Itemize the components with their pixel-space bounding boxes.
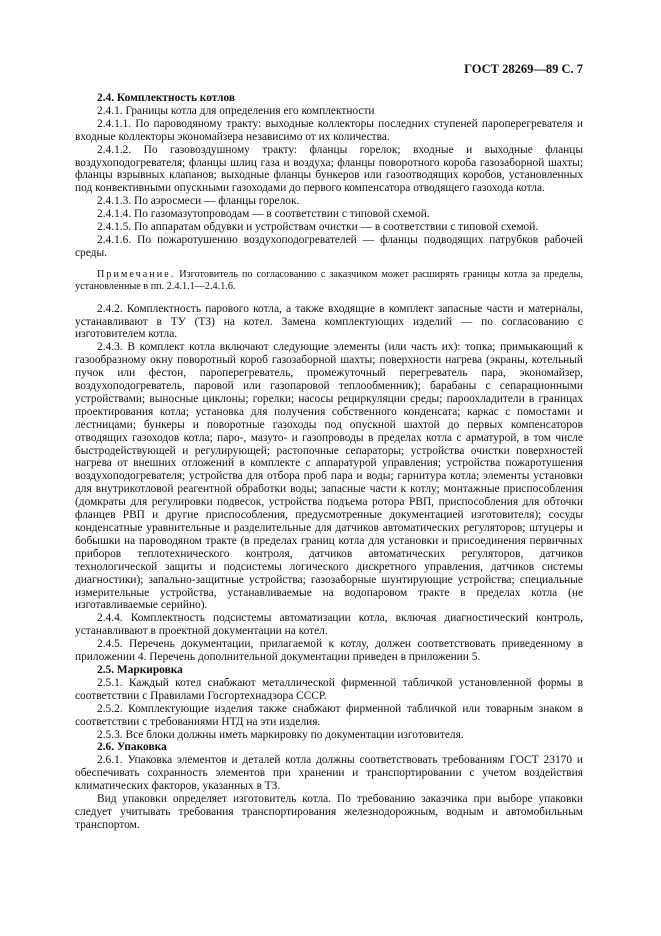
paragraph: 2.4.2. Комплектность парового котла, а также входящие в комплект запасные части и материалы, устанавливают в ТУ (ТЗ) на котел. Замена комплектующих изделий — по согласованию с изготовителем котла. — [75, 302, 583, 341]
paragraph: 2.4.1.6. По пожаротушению воздухоподогревателей — фланцы подводящих патрубков рабочей среды. — [75, 233, 583, 259]
paragraph: 2.4.1.4. По газомазутопроводам — в соответствии с типовой схемой. — [97, 208, 430, 221]
paragraph: 2.5.2. Комплектующие изделия также снабжают фирменной табличкой или товарным знаком в соответствии с требованиями НТД на эти изделия. — [75, 702, 583, 728]
paragraph: 2.4.1. Границы котла для определения его комплектности — [97, 104, 375, 117]
paragraph: 2.5.1. Каждый котел снабжают металлической фирменной табличкой установленной формы в соответствии с Правилами Госгортехнадзора СССР. — [75, 676, 583, 702]
paragraph: 2.4.1.3. По аэросмеси — фланцы горелок. — [97, 195, 300, 208]
page-header: ГОСТ 28269—89 С. 7 — [464, 62, 583, 76]
paragraph: 2.6.1. Упаковка элементов и деталей котла должны соответствовать требованиям ГОСТ 23170 и обеспечивать сохранность элементов при хранении и транспортировании с учетом воздействия климатических факторов, указанных в ТЗ. — [75, 754, 583, 793]
note-text: Изготовитель по согласованию с заказчиком может расширять границы котла за пределы, установленные в пп. 2.4.1.1—2.4.1.6. — [75, 268, 583, 293]
section-heading-2-6: 2.6. Упаковка — [97, 741, 167, 754]
paragraph: 2.4.1.5. По аппаратам обдувки и устройствам очистки — в соответствии с типовой схемой. — [97, 221, 539, 234]
paragraph: 2.4.3. В комплект котла включают следующие элементы (или часть их): топка; примыкающий к газообразному окну поворотный короб газозаборной шахты; поверхности нагрева (экраны, котельный пучок или фестон, пароперегреватель, промежуточный перегреватель пара, экономайзер, воздухоподогреватель, паровой или газопаровой теплообменник); барабаны с сепарационными устройствами; выносные циклоны; горелки; насосы рециркуляции среды; пароохладители в границах проектирования котла; установка для получения собственного конденсата; каркас с помостами и лестницами; бункеры и поворотные газоходы под опускной шахтой до первых компенсаторов отводящих газоходов котла; паро-, мазуто- и газопроводы в пределах котла с арматурой, в том числе быстродействующей и регулирующей; растопочные сепараторы; устройства очистки поверхностей нагрева от внешних отложений в комплекте с аппаратурой управления; устройства пожаротушения воздухоподогревателя; устройства для отбора проб пара и воды; гарнитура котла; элементы установки для внутрикотловой реагентной обработки воды; запасные части к котлу; монтажные приспособления (домкраты для регулировки подвесок, устройства подъема ротора РВП, приспособления для обточки фланцев РВП и другие приспособления, предусмотренные документацией изготовителя); сосуды конденсатные уравнительные и разделительные для датчиков автоматических регуляторов; штуцеры и бобышки на пароводяном тракте (в пределах границ котла для установки и присоединения первичных приборов теплотехнического контроля, датчиков автоматических регуляторов, датчиков технологической защиты и подсистемы логического дискретного управления, датчиков системы диагностики); запально-защитные устройства; газозаборные шунтирующие устройства; специальные измерительные устройства, устанавливаемые на водопаровом тракте в пределах котла (не изготавливаемые серийно). — [75, 341, 583, 612]
paragraph: 2.4.5. Перечень документации, прилагаемой к котлу, должен соответствовать приведенному в приложении 4. Перечень дополнительной документации приведен в приложении 5. — [75, 638, 583, 664]
paragraph: Вид упаковки определяет изготовитель котла. По требованию заказчика при выборе упаковки следует учитывать требования транспортирования железнодорожным, водным и автомобильным транспортом. — [75, 793, 583, 831]
section-heading-2-4: 2.4. Комплектность котлов — [97, 92, 236, 104]
paragraph: 2.4.4. Комплектность подсистемы автоматизации котла, включая диагностический контроль, устанавливают в проектной документации на котел. — [75, 612, 583, 638]
paragraph: 2.4.1.2. По газовоздушному тракту: фланцы горелок; входные и выходные фланцы воздухоподогревателя; фланцы шлиц газа и воздуха; фланцы поворотного короба газозаборной шахты; фланцы взрывных клапанов; выходные фланцы бункеров или газоотводящих коробов, установленных под конвективными опускными газоходами до первого компенсатора отводящего газохода котла. — [75, 143, 583, 195]
note-label: Примечание. — [97, 268, 176, 280]
paragraph: 2.4.1.1. По пароводяному тракту: выходные коллекторы последних ступеней пароперегревателя и входные коллекторы экономайзера независимо от их количества. — [75, 117, 583, 143]
document-body — [75, 92, 583, 832]
section-heading-2-5: 2.5. Маркировка — [97, 663, 183, 676]
paragraph: 2.5.3. Все блоки должны иметь маркировку по документации изготовителя. — [97, 728, 464, 741]
note — [75, 269, 583, 294]
